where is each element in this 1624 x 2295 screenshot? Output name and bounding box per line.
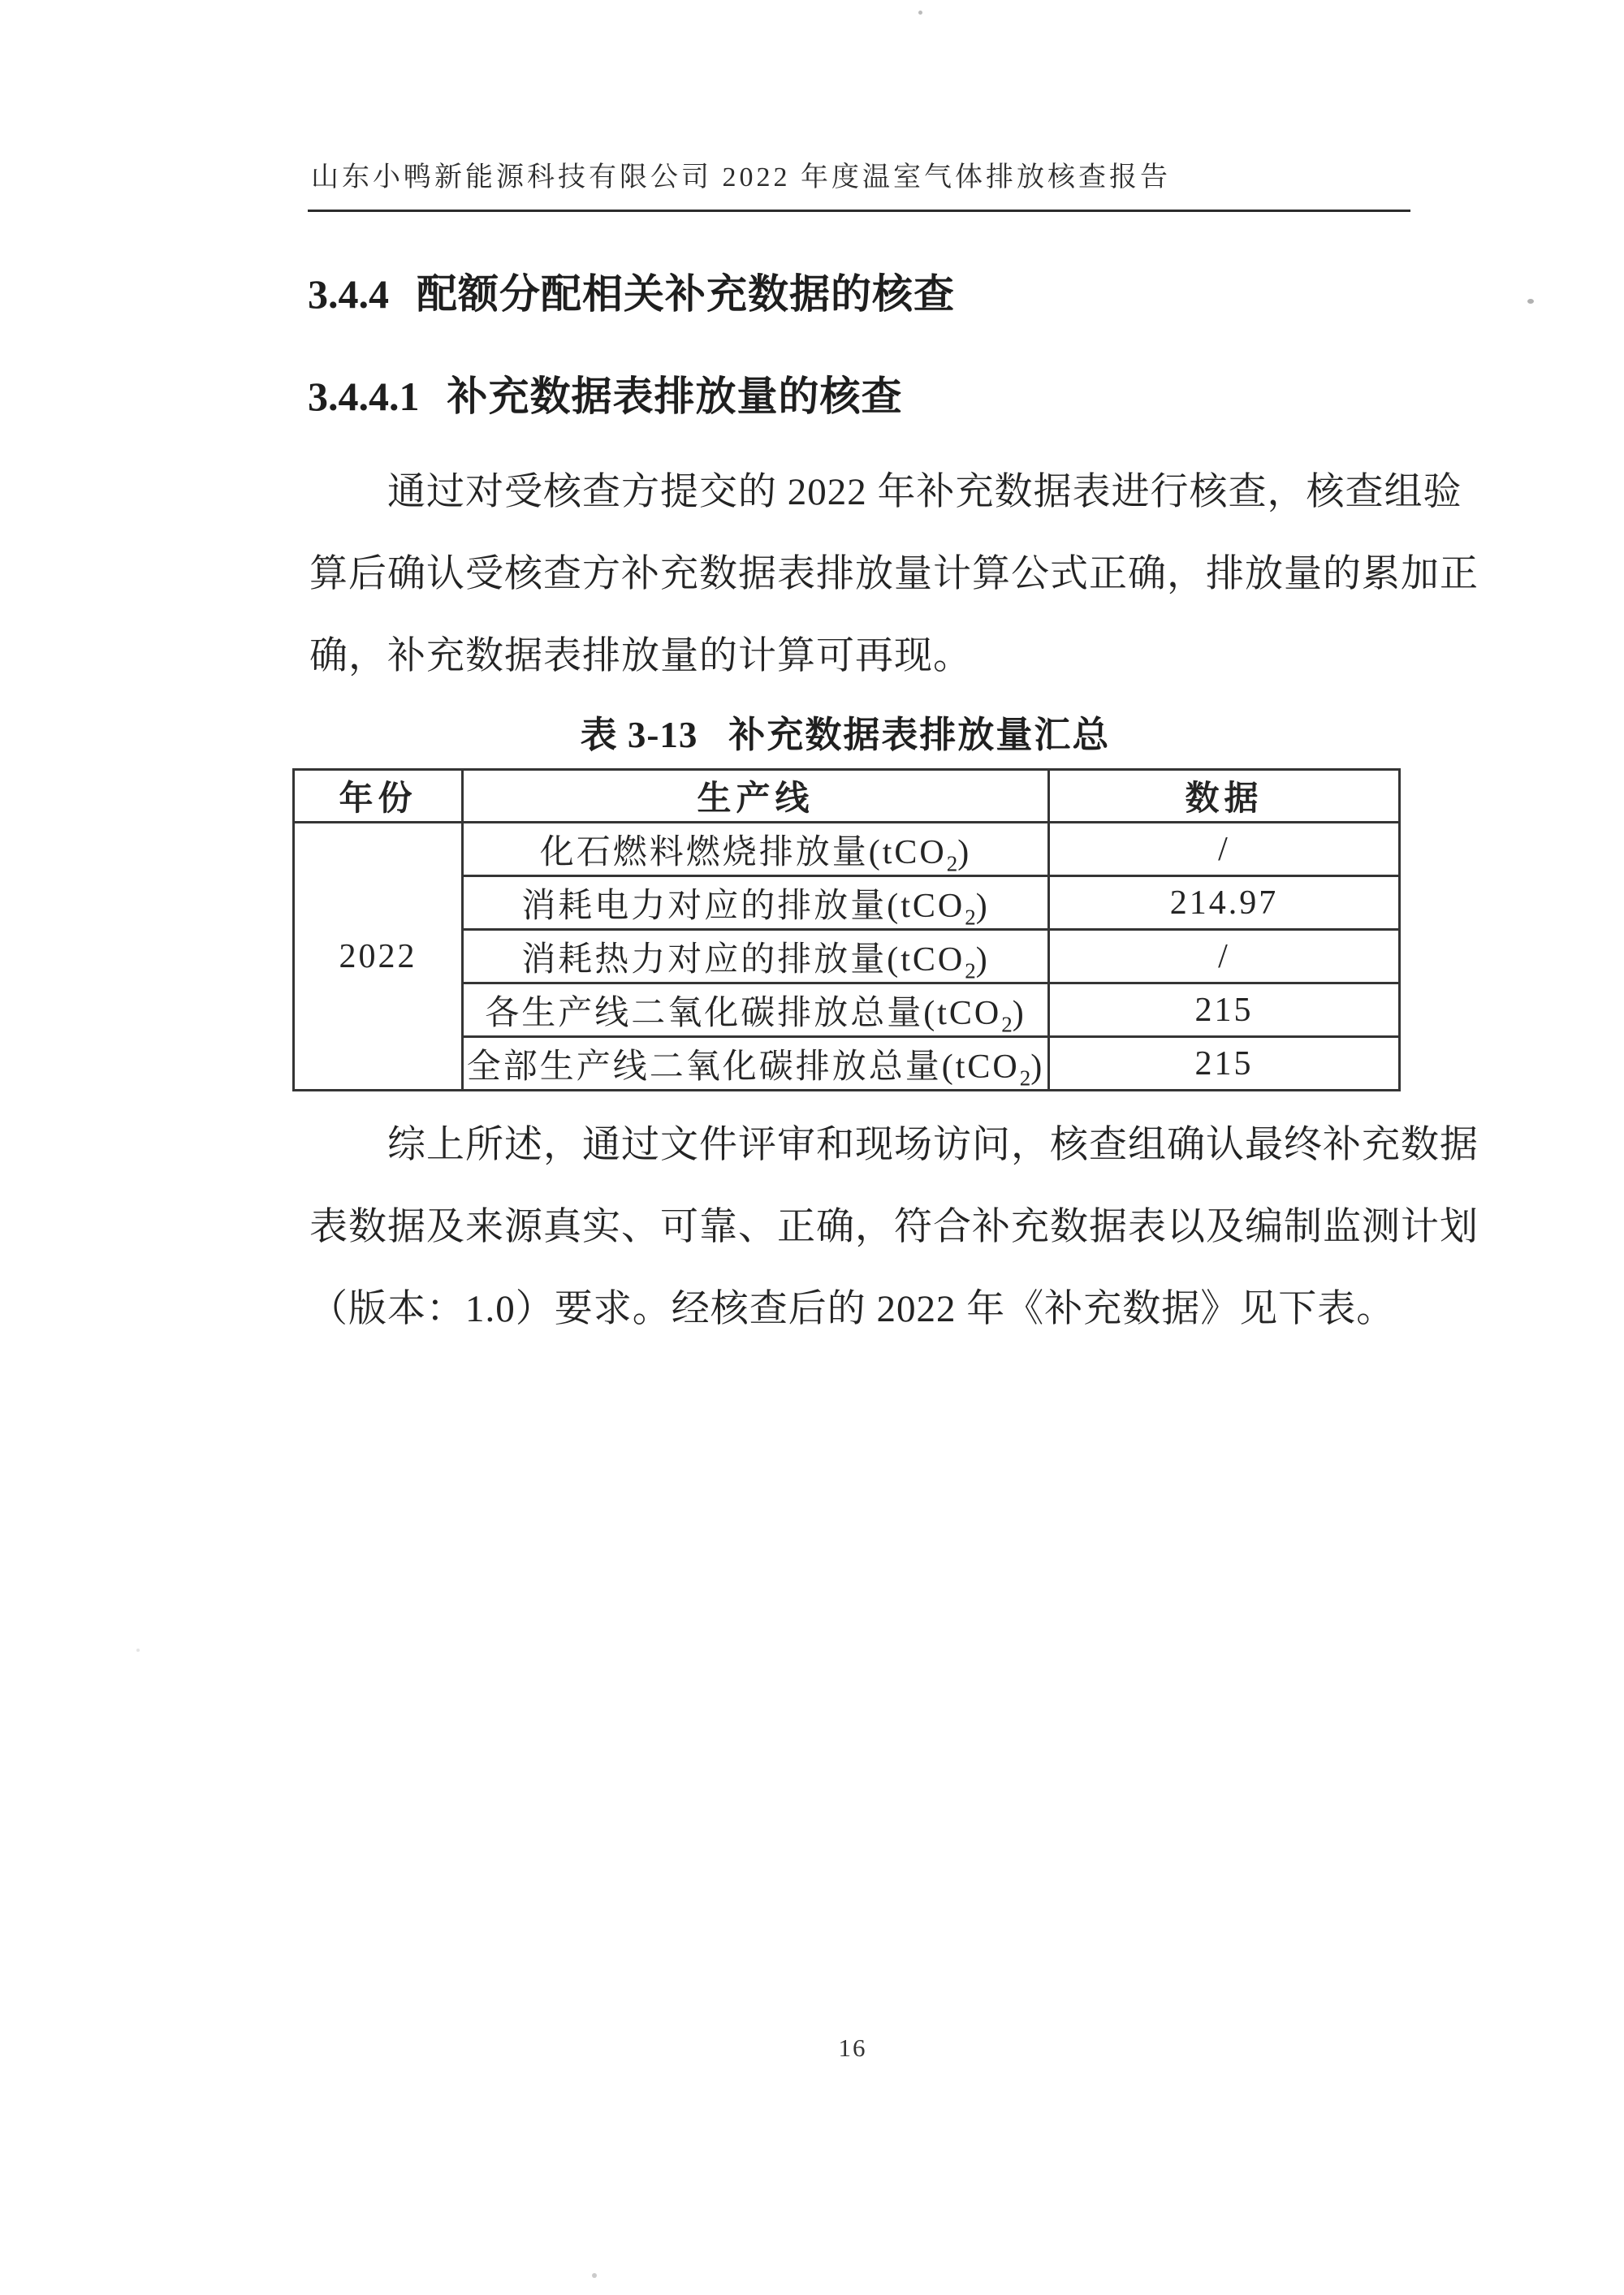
scan-speck — [1527, 299, 1534, 304]
section-heading — [308, 261, 955, 320]
production-line-cell: 消耗电力对应的排放量(tCO$_2$) — [463, 876, 1049, 930]
col-data-header: 数据 — [1049, 770, 1400, 823]
paragraph-line: 算后确认受核查方补充数据表排放量计算公式正确，排放量的累加正 — [309, 553, 1479, 595]
co2-subscript: 2 — [946, 850, 958, 875]
data-value-cell: 215 — [1049, 1037, 1400, 1091]
year-cell: 2022 — [294, 823, 463, 1091]
paragraph-line: 表数据及来源真实、可靠、正确，符合补充数据表以及编制监测计划 — [309, 1206, 1479, 1248]
page-header-title: 山东小鸭新能源科技有限公司 2022 年度温室气体排放核查报告 — [311, 162, 1171, 192]
page-number: 16 — [838, 2034, 867, 2062]
section-title: 配额分配相关补充数据的核查 — [417, 271, 955, 317]
paragraph-2 — [309, 1104, 1479, 1351]
scan-speck — [592, 2273, 597, 2278]
production-line-cell: 消耗热力对应的排放量(tCO$_2$) — [463, 930, 1049, 983]
table-caption-label: 表 3-13 — [580, 715, 698, 755]
header-rule — [308, 210, 1410, 212]
co2-subscript: 2 — [965, 957, 976, 983]
paragraph-line: 确，补充数据表排放量的计算可再现。 — [309, 635, 972, 677]
section-number: 3.4.4 — [308, 271, 389, 317]
data-value-cell: 215 — [1049, 983, 1400, 1037]
supplementary-data-table — [292, 768, 1401, 1091]
paragraph-line: 综上所述，通过文件评审和现场访问，核查组确认最终补充数据 — [387, 1124, 1479, 1166]
production-line-cell: 各生产线二氧化碳排放总量(tCO$_2$) — [463, 983, 1049, 1037]
paragraph-line: （版本：1.0）要求。经核查后的 2022 年《补充数据》见下表。 — [309, 1288, 1396, 1330]
table-header-row — [294, 770, 1400, 823]
production-line-cell: 化石燃料燃烧排放量(tCO$_2$) — [463, 823, 1049, 876]
col-line-header: 生产线 — [463, 770, 1049, 823]
data-value-cell: / — [1049, 930, 1400, 983]
subsection-number: 3.4.4.1 — [308, 374, 420, 419]
paragraph-line: 通过对受核查方提交的 2022 年补充数据表进行核查，核查组验 — [387, 471, 1462, 513]
subsection-title: 补充数据表排放量的核查 — [447, 374, 903, 419]
subsection-heading — [308, 364, 903, 422]
co2-subscript: 2 — [1001, 1011, 1013, 1036]
co2-subscript: 2 — [965, 904, 976, 929]
table-caption-title: 补充数据表排放量汇总 — [728, 715, 1111, 755]
scan-speck — [136, 1649, 140, 1652]
data-value-cell: / — [1049, 823, 1400, 876]
scan-speck — [918, 11, 922, 15]
production-line-cell: 全部生产线二氧化碳排放总量(tCO$_2$) — [463, 1037, 1049, 1091]
data-value-cell: 214.97 — [1049, 876, 1400, 930]
table-row — [294, 823, 1400, 876]
paragraph-1 — [309, 452, 1479, 698]
col-year-header: 年份 — [294, 770, 463, 823]
table-caption — [292, 705, 1398, 758]
co2-subscript: 2 — [1019, 1065, 1031, 1090]
